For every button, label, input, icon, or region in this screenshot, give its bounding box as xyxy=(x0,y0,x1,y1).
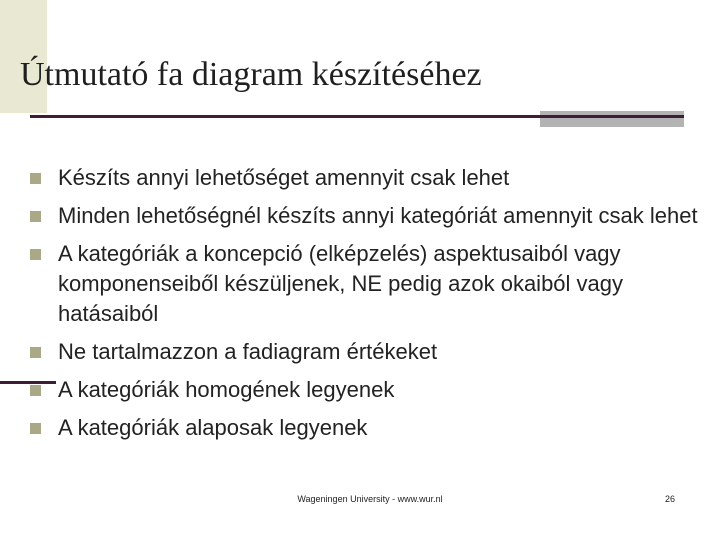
title-rule xyxy=(30,115,684,118)
bullet-item xyxy=(28,375,698,405)
bullet-item xyxy=(28,163,698,193)
bullet-item xyxy=(28,239,698,329)
square-bullet-icon xyxy=(30,173,41,184)
square-bullet-icon xyxy=(30,385,41,396)
square-bullet-icon xyxy=(30,347,41,358)
page-number: 26 xyxy=(664,494,675,504)
bullet-list xyxy=(28,163,698,451)
square-bullet-icon xyxy=(30,249,41,260)
bullet-text: Ne tartalmazzon a fadiagram értékeket xyxy=(58,339,438,364)
bullet-item xyxy=(28,201,698,231)
bullet-text: A kategóriák alaposak legyenek xyxy=(58,415,368,440)
bullet-text: Készíts annyi lehetőséget amennyit csak lehet xyxy=(58,165,510,190)
slide-title: Útmutató fa diagram készítéséhez xyxy=(20,56,482,93)
bullet-item xyxy=(28,413,698,443)
square-bullet-icon xyxy=(30,211,41,222)
bullet-item xyxy=(28,337,698,367)
slide-footer: Wageningen University - www.wur.nl xyxy=(297,494,443,504)
bullet-text: A kategóriák a koncepció (elképzelés) aspektusaiból vagy komponenseiből készüljenek, NE pedig azok okaiból vagy hatásaiból xyxy=(58,241,624,326)
title-rule-block xyxy=(540,111,684,127)
bullet-text: Minden lehetőségnél készíts annyi kategóriát amennyit csak lehet xyxy=(58,203,698,228)
bullet-text: A kategóriák homogének legyenek xyxy=(58,377,395,402)
square-bullet-icon xyxy=(30,423,41,434)
